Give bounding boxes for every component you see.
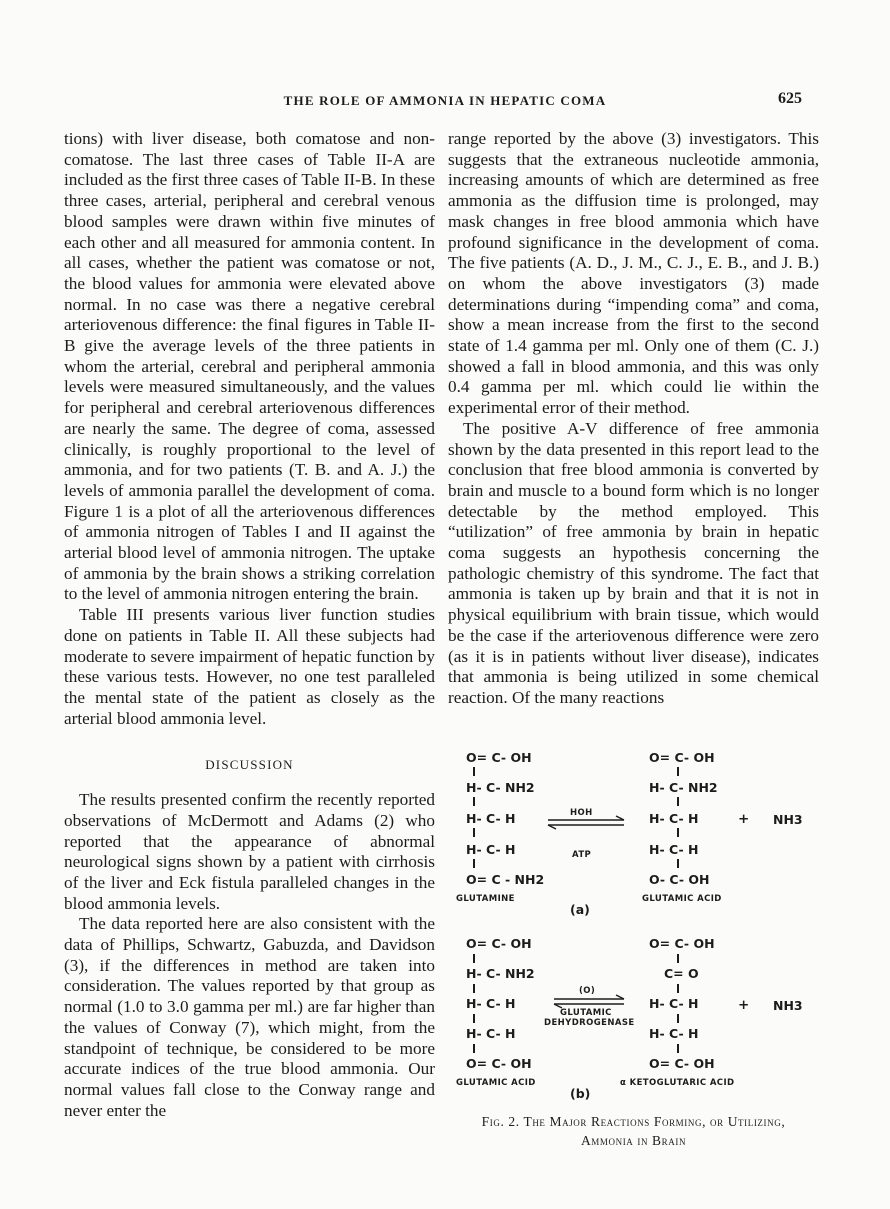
arrow-label-atp: ATP	[572, 850, 592, 860]
paragraph: The data reported here are also consistent with the data of Phillips, Schwartz, Gabuzda, and Davidson (3), if the differences in method are taken into consideration. The values reported by that group as normal (1.0 to 3.0 gamma per ml.) are far higher than the values of Conway (7), which might, from the standpoint of technique, be considered to be more accurate indices of the true blood ammonia. Our normal values fall close to the Conway range and never enter the	[64, 914, 435, 1120]
paragraph: tions) with liver disease, both comatose and non-comatose. The last three cases of Table II-A are included as the first three cases of Table II-B. In these three cases, arterial, peripheral and cerebral venous blood samples were drawn within five minutes of each other and all measured for ammonia content. In all cases, whether the patient was comatose or not, the blood values for ammonia were elevated above normal. In no case was there a negative cerebral arteriovenous difference: the final figures in Table II-B give the average levels of the three patients in whom the arterial, cerebral and peripheral ammonia levels were measured simultaneously, and the values for peripheral and cerebral arteriovenous differences are nearly the same. The degree of coma, assessed clinically, is roughly proportional to the level of ammonia, and for two patients (T. B. and A. J.) the levels of ammonia parallel the development of coma. Figure 1 is a plot of all the arteriovenous differences of ammonia nitrogen of Tables I and II against the arterial blood level of ammonia nitrogen. The uptake of ammonia by the brain shows a striking correlation to the level of ammonia nitrogen entering the brain.	[64, 129, 435, 604]
right-column	[448, 129, 819, 709]
glutamic-acid-atom-row: O= C- OH	[466, 1056, 532, 1071]
paragraph: The positive A-V difference of free ammonia shown by the data presented in this report lead to the conclusion that free blood ammonia is converted by brain and muscle to a bound form which is no longer detectable by the method employed. This “utilization” of free ammonia by brain in hepatic coma suggests an hypothesis concerning the pathologic chemistry of this syndrome. The fact that ammonia is taken up by brain and that it is not in physical equilibrium with brain tissue, which would be the case if the arteriovenous difference were zero (as it is in patients without liver disease), indicates that ammonia is being utilized in some chemical reaction. Of the many reactions	[448, 418, 819, 707]
arrow-label-oxidation: (O)	[579, 986, 596, 996]
arrow-label-hoh: HOH	[570, 808, 593, 818]
section-heading-discussion: DISCUSSION	[205, 757, 294, 773]
glutamine-atom-row: H- C- H	[466, 842, 516, 857]
ketoglutaric-acid-atom-row: O= C- OH	[649, 1056, 715, 1071]
panel-label-a: (a)	[570, 902, 590, 917]
paragraph: The results presented confirm the recently reported observations of McDermott and Adams (2) who reported that the appearance of abnormal neurological signs shown by a patient with cirrhosis of the liver and Eck fistula paralleled changes in the blood ammonia levels.	[64, 790, 435, 913]
glutamic-acid-label: GLUTAMIC ACID	[456, 1078, 536, 1088]
plus-sign: +	[738, 811, 750, 827]
glutamic-acid-atom-row: H- C- H	[649, 842, 699, 857]
paragraph: range reported by the above (3) investigators. This suggests that the extraneous nucleotide ammonia, increasing amounts of which are determined as free ammonia as the diffusion time is prolonged, may mask changes in free blood ammonia which have profound significance in the development of coma. The five patients (A. D., J. M., C. J., E. B., and J. B.) on whom the above investigators (3) made determinations during “impending coma” and coma, show a mean increase from the first to the second state of 1.4 gamma per ml. Only one of them (C. J.) showed a fall in blood ammonia, and this was only 0.4 gamma per ml. which could lie within the experimental error of their method.	[448, 129, 819, 418]
glutamine-atom-row: O= C - NH2	[466, 872, 545, 887]
panel-label-b: (b)	[570, 1086, 591, 1101]
page-number: 625	[778, 90, 802, 107]
glutamic-acid-atom-row: H- C- H	[649, 811, 699, 826]
running-header: THE ROLE OF AMMONIA IN HEPATIC COMA	[283, 93, 607, 108]
left-column	[64, 129, 435, 1121]
ketoglutaric-acid-atom-row: C= O	[664, 966, 699, 981]
glutamic-acid-atom-row: H- C- H	[466, 996, 516, 1011]
glutamic-acid-atom-row: O= C- OH	[649, 750, 715, 765]
glutamic-acid-atom-row: H- C- H	[466, 1026, 516, 1041]
figure-caption	[448, 1112, 819, 1150]
glutamine-atom-row: H- C- NH2	[466, 780, 535, 795]
glutamic-acid-atom-row: H- C- NH2	[466, 966, 535, 981]
glutamine-atom-row: O= C- OH	[466, 750, 532, 765]
paragraph: Table III presents various liver function studies done on patients in Table II. All these subjects had moderate to severe impairment of hepatic function by these various tests. However, no one test paralleled the mental state of the patient as closely as the arterial blood ammonia level.	[64, 605, 435, 728]
glutamic-acid-atom-row: H- C- NH2	[649, 780, 718, 795]
plus-sign: +	[738, 997, 750, 1013]
glutamic-acid-atom-row: O= C- OH	[466, 936, 532, 951]
glutamic-acid-atom-row: O- C- OH	[649, 872, 710, 887]
caption-line: Fig. 2. The Major Reactions Forming, or Utilizing,	[481, 1114, 786, 1129]
glutamine-label: GLUTAMINE	[456, 894, 515, 904]
ammonia-product: NH3	[773, 812, 803, 827]
figure-2-reactions	[448, 746, 819, 1116]
ketoglutaric-acid-atom-row: H- C- H	[649, 996, 699, 1011]
ketoglutaric-acid-label: α KETOGLUTARIC ACID	[620, 1078, 735, 1088]
enzyme-label: DEHYDROGENASE	[544, 1018, 635, 1028]
caption-line: Ammonia in Brain	[580, 1133, 687, 1148]
enzyme-label: GLUTAMIC	[560, 1008, 612, 1018]
ketoglutaric-acid-atom-row: H- C- H	[649, 1026, 699, 1041]
ketoglutaric-acid-atom-row: O= C- OH	[649, 936, 715, 951]
ammonia-product: NH3	[773, 998, 803, 1013]
glutamine-atom-row: H- C- H	[466, 811, 516, 826]
glutamic-acid-label: GLUTAMIC ACID	[642, 894, 722, 904]
